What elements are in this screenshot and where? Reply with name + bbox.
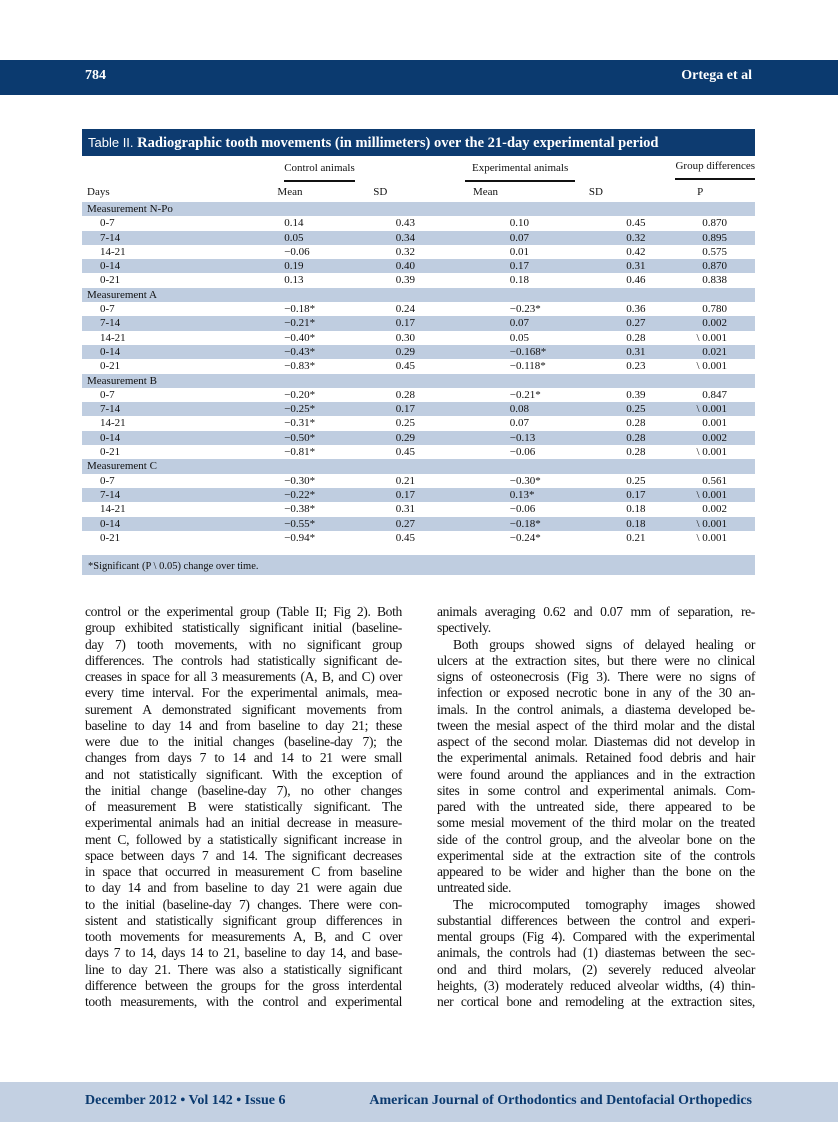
text-line: pared with the untreated side, there appeared to be — [437, 799, 755, 814]
table-cell: 14-21 — [100, 331, 126, 344]
table-cell: 0.19 — [149, 259, 336, 273]
table-cell: 0.838 — [702, 274, 727, 287]
table-row — [82, 474, 755, 488]
table-title — [82, 129, 755, 156]
text-line: side of the control group, and the alveolar bone on the — [437, 831, 755, 847]
table-cell: 0.31 — [546, 259, 645, 273]
table-cell: 0.895 — [645, 231, 755, 245]
text-line: animals, the controls had (1) diastemas between the sec- — [437, 945, 755, 961]
section-label: Measurement C — [82, 459, 755, 473]
table-cell: 0.561 — [702, 474, 727, 487]
body-column-right — [437, 604, 755, 1010]
text-line: were due to the initial changes (baseline-day 7); the — [85, 734, 402, 749]
text-line: experimental animals had an initial decrease in measure- — [85, 815, 402, 831]
table-cell: −0.168* — [425, 345, 546, 359]
table-row — [82, 416, 755, 430]
table-cell: 7-14 — [82, 316, 149, 330]
text-line: to the initial (baseline-day 7) changes. There were con- — [85, 896, 402, 912]
table-cell: 0-14 — [82, 431, 149, 445]
table-cell: 7-14 — [82, 231, 149, 245]
table-row — [82, 231, 755, 245]
section-label: Measurement B — [82, 374, 755, 388]
table-cell: \ 0.001 — [696, 331, 727, 344]
table-cell: 0.39 — [395, 274, 415, 287]
table-cell: 0.001 — [702, 417, 727, 430]
text-line: infection or exposed necrotic bone in any of the 30 an- — [437, 685, 755, 701]
table-cell: 0-7 — [100, 217, 115, 230]
text-line: ond and third molars, (2) severely reduced alveolar — [437, 961, 755, 977]
table-row — [82, 302, 755, 316]
table-cell: −0.13 — [425, 431, 546, 445]
table-cell: 0.46 — [626, 274, 646, 287]
table-cell: 0.24 — [395, 303, 415, 316]
text-line: ner cortical bone and remodeling at the extraction sites, — [437, 994, 755, 1009]
table-cell: 0.29 — [336, 345, 425, 359]
table-cell: 0-14 — [82, 345, 149, 359]
table-row — [82, 388, 755, 402]
text-line: line to day 21. There was also a statistically significant — [85, 961, 402, 977]
table-cell: 0.07 — [425, 316, 546, 330]
table-cell: 0.31 — [395, 503, 415, 516]
text-line: tween the mesial aspect of the third molar and the distal — [437, 717, 755, 733]
section-label: Measurement A — [82, 288, 755, 302]
text-line: aspect of the second molar. Diastemas did not develop in — [437, 734, 755, 749]
text-line: in space that occurred in measurement C from baseline — [85, 864, 402, 879]
table-cell: 0-7 — [100, 474, 115, 487]
table-cell: 0.28 — [626, 331, 646, 344]
table-cell: −0.30* — [284, 474, 316, 487]
text-line: the experimental animals. Retained food debris and hair — [437, 750, 755, 766]
table-cell: 0.10 — [509, 217, 530, 230]
table-cell: \ 0.001 — [696, 360, 727, 373]
group-header-experimental: Experimental animals — [465, 161, 576, 182]
table-cell: 0-21 — [100, 360, 121, 373]
text-line: The microcomputed tomography images showed — [453, 896, 755, 912]
table-cell: 0.17 — [546, 488, 645, 502]
table-cell: 7-14 — [82, 402, 149, 416]
text-line: differences. The controls had statistically significant de- — [85, 652, 402, 668]
column-header: P — [697, 185, 704, 198]
table-cell: −0.118* — [509, 360, 546, 373]
group-header-differences: Group differences — [675, 159, 755, 180]
table-row — [82, 245, 755, 259]
table-cell: 0.17 — [336, 316, 425, 330]
table-cell: \ 0.001 — [645, 488, 755, 502]
table-cell: 0.45 — [395, 360, 415, 373]
table-cell: 0.847 — [702, 388, 727, 401]
text-line: animals averaging 0.62 and 0.07 mm of separation, re- — [437, 604, 755, 619]
table-cell: 0.08 — [425, 402, 546, 416]
table-cell: −0.06 — [284, 245, 310, 258]
text-line: tooth movements for measurements A, B, and C over — [85, 929, 402, 944]
table-cell: 0.002 — [645, 316, 755, 330]
table-cell: 0.29 — [336, 431, 425, 445]
text-line: of measurement B were statistically significant. The — [85, 799, 402, 814]
table-cell: 0.17 — [336, 402, 425, 416]
text-line: Both groups showed signs of delayed healing or — [453, 636, 755, 652]
table-cell: −0.18* — [425, 517, 546, 531]
table-cell: 0.05 — [149, 231, 336, 245]
table-cell: −0.43* — [149, 345, 336, 359]
text-line: appeared to be wider and higher than the bone on the — [437, 864, 755, 879]
table-cell: −0.24* — [509, 531, 541, 544]
table-cell: 0.28 — [546, 431, 645, 445]
section-label: Measurement N-Po — [82, 202, 755, 216]
running-authors: Ortega et al — [681, 68, 752, 83]
text-line: every time interval. For the experimental animals, mea- — [85, 685, 402, 701]
table-row — [82, 359, 755, 373]
table-cell: 0.21 — [395, 474, 415, 487]
text-line: sites in some control and experimental animals. Com- — [437, 782, 755, 798]
table-cell: \ 0.001 — [696, 531, 727, 544]
table-cell: −0.22* — [149, 488, 336, 502]
table-cell: 0.32 — [395, 245, 415, 258]
issue-info: December 2012 • Vol 142 • Issue 6 — [85, 1093, 286, 1108]
table-cell: 0.27 — [546, 316, 645, 330]
table-cell: 0-21 — [100, 446, 121, 459]
table-cell: 14-21 — [100, 417, 126, 430]
table-cell: −0.18* — [284, 303, 316, 316]
table-cell: 0.36 — [626, 303, 646, 316]
table-cell: 0.27 — [336, 517, 425, 531]
column-header: Mean — [277, 185, 303, 198]
text-line: days 7 to 14, days 14 to 21, baseline to day 14, and base- — [85, 945, 402, 961]
text-line: to day 14 and from baseline to day 21 were again due — [85, 880, 402, 896]
table-cell: 0-7 — [100, 388, 115, 401]
text-line: imals. In the control animals, a diastema developed be- — [437, 701, 755, 717]
text-line: heights, (3) moderately reduced alveolar widths, (4) thin- — [437, 977, 755, 993]
table-cell: 0-14 — [82, 259, 149, 273]
table-cell: 0.05 — [509, 331, 530, 344]
table-cell: 14-21 — [100, 245, 126, 258]
table-cell: 0.21 — [626, 531, 646, 544]
table-cell: 0.28 — [626, 446, 646, 459]
table-row — [82, 402, 755, 416]
table-cell: 0.28 — [626, 417, 646, 430]
table-cell: −0.23* — [509, 303, 541, 316]
table-cell: −0.21* — [149, 316, 336, 330]
text-line: ment C, followed by a statistically significant increase in — [85, 831, 402, 847]
table-cell: \ 0.001 — [645, 402, 755, 416]
table-cell: −0.06 — [509, 503, 536, 516]
text-line: group exhibited statistically significant initial (baseline- — [85, 620, 402, 636]
table-cell: −0.38* — [284, 503, 316, 516]
table-row — [82, 517, 755, 531]
table-cell: 0.13* — [425, 488, 546, 502]
table-caption: Radiographic tooth movements (in millimeters) over the 21-day experimental period — [137, 135, 659, 151]
table-cell: 0.25 — [395, 417, 415, 430]
table-cell: 0.43 — [395, 217, 415, 230]
table-row — [82, 502, 755, 516]
table-cell: 0.780 — [702, 303, 727, 316]
text-line: baseline to day 14 and from baseline to day 21; these — [85, 717, 402, 733]
table-cell: 0-7 — [100, 303, 115, 316]
text-line: some mesial movement of the third molar on the treated — [437, 815, 755, 831]
table-cell: −0.50* — [149, 431, 336, 445]
text-line: the initial change (baseline-day 7), no other changes — [85, 782, 402, 798]
table-cell: 0.870 — [702, 217, 727, 230]
column-header: Days — [87, 185, 110, 198]
section-row — [82, 459, 755, 473]
table-cell: 0.01 — [509, 245, 530, 258]
page-number: 784 — [85, 68, 106, 83]
table-cell: 0.07 — [425, 231, 546, 245]
table-row — [82, 345, 755, 359]
table-cell: 0.17 — [425, 259, 546, 273]
table-cell: 0.45 — [395, 446, 415, 459]
table-cell: 0.28 — [395, 388, 415, 401]
text-line: spectively. — [437, 620, 491, 636]
table-cell: −0.06 — [509, 446, 536, 459]
body-column-left — [85, 604, 402, 1010]
group-header-control: Control animals — [284, 161, 355, 182]
table-row — [82, 316, 755, 330]
table-cell: 0.002 — [645, 431, 755, 445]
table-cell: 0.07 — [509, 417, 530, 430]
text-line: control or the experimental group (Table II; Fig 2). Both — [85, 604, 402, 619]
table-cell: 0.18 — [546, 517, 645, 531]
table-row — [82, 431, 755, 445]
section-row — [82, 288, 755, 302]
table-row — [82, 259, 755, 273]
table-cell: 0.18 — [626, 503, 646, 516]
table-cell: 0.45 — [626, 217, 646, 230]
table-cell: 0.021 — [645, 345, 755, 359]
table-cell: 0.14 — [284, 217, 304, 230]
text-line: space between days 7 and 14. The significant decreases — [85, 847, 402, 863]
text-line: untreated side. — [437, 880, 512, 896]
table-row — [82, 331, 755, 345]
table-cell: −0.83* — [284, 360, 316, 373]
table-cell: \ 0.001 — [696, 446, 727, 459]
table-row — [82, 216, 755, 230]
table-cell: 0.42 — [626, 245, 646, 258]
text-line: ulcers at the extraction sites, but there were no clinical — [437, 652, 755, 668]
table-row — [82, 445, 755, 459]
text-line: tooth measurements, with the control and experimental — [85, 994, 402, 1009]
table-cell: 0.40 — [336, 259, 425, 273]
table-cell: −0.25* — [149, 402, 336, 416]
text-line: and not statistically significant. With the exception of — [85, 766, 402, 782]
table-cell: 0-21 — [100, 274, 121, 287]
journal-name: American Journal of Orthodontics and Dentofacial Orthopedics — [369, 1093, 752, 1108]
column-header: SD — [373, 185, 388, 198]
table-cell: 0.25 — [626, 474, 646, 487]
table-cell: 0.17 — [336, 488, 425, 502]
text-line: creases in space for all 3 measurements (A, B, and C) over — [85, 669, 402, 684]
text-line: mental groups (Fig 4). Compared with the experimental — [437, 929, 755, 944]
table-cell: 0.23 — [626, 360, 646, 373]
table-cell: −0.81* — [284, 446, 316, 459]
table-row — [82, 273, 755, 287]
table-footnote: *Significant (P \ 0.05) change over time. — [82, 555, 755, 575]
table-cell: 0.575 — [702, 245, 727, 258]
table-cell: −0.20* — [284, 388, 316, 401]
column-header: SD — [588, 185, 603, 198]
data-table — [82, 129, 755, 575]
text-line: difference between the groups for the gross interdental — [85, 977, 402, 993]
table-cell: 0-21 — [100, 531, 121, 544]
table-cell: 0.32 — [546, 231, 645, 245]
table-cell: 0.39 — [626, 388, 646, 401]
text-line: sistent and statistically significant group differences in — [85, 912, 402, 928]
table-cell: 7-14 — [82, 488, 149, 502]
table-cell: −0.55* — [149, 517, 336, 531]
column-header: Mean — [472, 185, 499, 198]
section-row — [82, 202, 755, 216]
table-cell: 0.31 — [546, 345, 645, 359]
table-cell: −0.21* — [509, 388, 541, 401]
table-cell: \ 0.001 — [645, 517, 755, 531]
table-row — [82, 531, 755, 545]
text-line: substantial differences between the control and experi- — [437, 912, 755, 928]
table-cell: 0.870 — [645, 259, 755, 273]
text-line: experimental side at the extraction site of the controls — [437, 847, 755, 863]
table-cell: 0-14 — [82, 517, 149, 531]
table-cell: 0.13 — [284, 274, 304, 287]
table-label: Table II. — [88, 135, 134, 150]
table-cell: 0.18 — [509, 274, 530, 287]
table-cell: −0.40* — [284, 331, 316, 344]
table-cell: 0.34 — [336, 231, 425, 245]
table-cell: 0.30 — [395, 331, 415, 344]
text-line: were found around the appliances and in the extraction — [437, 766, 755, 782]
text-line: surement A demonstrated significant movements from — [85, 701, 402, 717]
table-cell: −0.94* — [284, 531, 316, 544]
section-row — [82, 374, 755, 388]
table-cell: 14-21 — [100, 503, 126, 516]
text-line: signs of osteonecrosis (Fig 3). There were no signs of — [437, 669, 755, 684]
text-line: changes from days 7 to 14 and 14 to 21 were small — [85, 750, 402, 766]
table-row — [82, 488, 755, 502]
table-cell: 0.002 — [702, 503, 727, 516]
table-cell: 0.45 — [395, 531, 415, 544]
running-footer — [0, 1082, 838, 1122]
table-cell: −0.31* — [284, 417, 316, 430]
table-cell: 0.25 — [546, 402, 645, 416]
table-cell: −0.30* — [509, 474, 541, 487]
running-header — [0, 60, 838, 95]
text-line: day 7) tooth movements, with no significant group — [85, 636, 402, 652]
